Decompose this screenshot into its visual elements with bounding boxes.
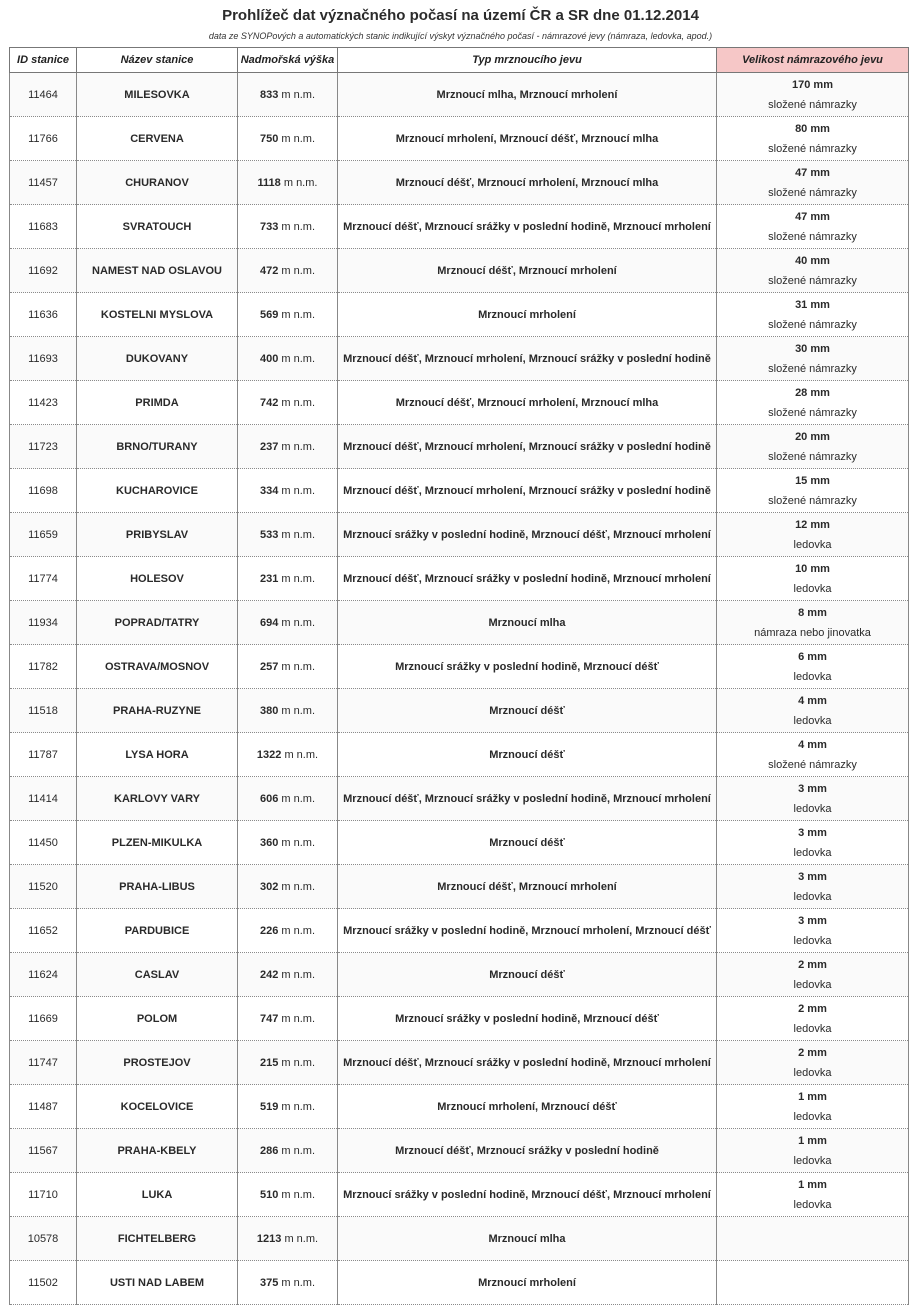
station-elevation: [238, 777, 338, 821]
station-elevation: [238, 425, 338, 469]
elevation-value: 226: [259, 924, 279, 937]
icing-size: [717, 601, 909, 645]
icing-kind: ledovka: [793, 891, 832, 903]
station-id: 11747: [10, 1041, 77, 1085]
station-elevation: [238, 381, 338, 425]
icing-kind: ledovka: [793, 1155, 832, 1167]
table-row: [10, 337, 909, 381]
icing-kind: složené námrazky: [768, 407, 857, 419]
icing-size-value: 30 mm: [795, 343, 830, 355]
icing-size: [717, 953, 909, 997]
station-name: MILESOVKA: [77, 73, 238, 117]
elevation-unit: m n.m.: [281, 836, 316, 849]
icing-size-value: 3 mm: [798, 783, 827, 795]
station-elevation: [238, 73, 338, 117]
icing-size: [717, 1217, 909, 1261]
column-header-elevation[interactable]: Nadmořská výška: [238, 48, 338, 73]
station-elevation: [238, 1085, 338, 1129]
icing-kind: složené námrazky: [768, 759, 857, 771]
elevation-unit: m n.m.: [281, 132, 316, 145]
elevation-value: 750: [259, 132, 279, 145]
station-elevation: [238, 821, 338, 865]
icing-size: [717, 1173, 909, 1217]
icing-size: [717, 997, 909, 1041]
icing-size-value: 1 mm: [798, 1091, 827, 1103]
station-elevation: [238, 645, 338, 689]
elevation-value: 375: [259, 1276, 279, 1289]
icing-size: [717, 469, 909, 513]
elevation-unit: m n.m.: [281, 572, 316, 585]
icing-size-value: 47 mm: [795, 167, 830, 179]
icing-size-value: 170 mm: [792, 79, 833, 91]
table-row: [10, 293, 909, 337]
phenomenon-type: Mrznoucí srážky v poslední hodině, Mrznoucí mrholení, Mrznoucí déšť: [338, 909, 717, 953]
table-row: [10, 1173, 909, 1217]
icing-size: [717, 425, 909, 469]
elevation-unit: m n.m.: [284, 748, 319, 761]
station-name: BRNO/TURANY: [77, 425, 238, 469]
station-name: DUKOVANY: [77, 337, 238, 381]
station-name: PLZEN-MIKULKA: [77, 821, 238, 865]
elevation-value: 334: [259, 484, 279, 497]
table-row: [10, 1129, 909, 1173]
icing-kind: složené námrazky: [768, 231, 857, 243]
icing-kind: složené námrazky: [768, 143, 857, 155]
phenomenon-type: Mrznoucí mrholení, Mrznoucí déšť: [338, 1085, 717, 1129]
icing-size: [717, 1085, 909, 1129]
elevation-value: 733: [259, 220, 279, 233]
station-id: 11669: [10, 997, 77, 1041]
icing-size-value: 1 mm: [798, 1179, 827, 1191]
elevation-value: 286: [259, 1144, 279, 1157]
column-header-size[interactable]: Velikost námrazového jevu: [717, 48, 909, 73]
icing-kind: složené námrazky: [768, 451, 857, 463]
table-row: [10, 117, 909, 161]
phenomenon-type: Mrznoucí srážky v poslední hodině, Mrznoucí déšť, Mrznoucí mrholení: [338, 1173, 717, 1217]
station-id: 11464: [10, 73, 77, 117]
phenomenon-type: Mrznoucí déšť, Mrznoucí mrholení, Mrznoucí srážky v poslední hodině: [338, 337, 717, 381]
weather-table: [9, 47, 909, 1305]
elevation-value: 747: [259, 1012, 279, 1025]
station-name: KOCELOVICE: [77, 1085, 238, 1129]
elevation-unit: m n.m.: [281, 308, 316, 321]
phenomenon-type: Mrznoucí srážky v poslední hodině, Mrznoucí déšť, Mrznoucí mrholení: [338, 513, 717, 557]
station-id: 11518: [10, 689, 77, 733]
table-row: [10, 1085, 909, 1129]
station-name: KARLOVY VARY: [77, 777, 238, 821]
elevation-value: 1118: [257, 176, 281, 189]
station-id: 11934: [10, 601, 77, 645]
icing-size-value: 3 mm: [798, 827, 827, 839]
icing-kind: ledovka: [793, 847, 832, 859]
phenomenon-type: Mrznoucí déšť, Mrznoucí mrholení, Mrznoucí mlha: [338, 381, 717, 425]
elevation-value: 400: [259, 352, 279, 365]
icing-kind: ledovka: [793, 671, 832, 683]
station-name: PRIBYSLAV: [77, 513, 238, 557]
elevation-value: 533: [259, 528, 279, 541]
elevation-value: 215: [259, 1056, 279, 1069]
phenomenon-type: Mrznoucí déšť, Mrznoucí srážky v poslední hodině: [338, 1129, 717, 1173]
station-id: 11782: [10, 645, 77, 689]
elevation-unit: m n.m.: [281, 352, 316, 365]
station-name: KUCHAROVICE: [77, 469, 238, 513]
station-elevation: [238, 865, 338, 909]
station-id: 11502: [10, 1261, 77, 1305]
page-title: Prohlížeč dat význačného počasí na území ČR a SR dne 01.12.2014: [222, 7, 699, 24]
elevation-value: 380: [259, 704, 279, 717]
icing-size: [717, 821, 909, 865]
table-row: [10, 205, 909, 249]
icing-size-value: 10 mm: [795, 563, 830, 575]
phenomenon-type: Mrznoucí mrholení, Mrznoucí déšť, Mrznoucí mlha: [338, 117, 717, 161]
column-header-name[interactable]: Název stanice: [77, 48, 238, 73]
icing-size-value: 4 mm: [798, 695, 827, 707]
elevation-unit: m n.m.: [281, 1188, 316, 1201]
elevation-value: 257: [259, 660, 279, 673]
station-name: PROSTEJOV: [77, 1041, 238, 1085]
icing-size: [717, 689, 909, 733]
station-id: 11692: [10, 249, 77, 293]
icing-size: [717, 73, 909, 117]
icing-size: [717, 645, 909, 689]
station-name: PRAHA-RUZYNE: [77, 689, 238, 733]
elevation-value: 606: [259, 792, 279, 805]
elevation-unit: m n.m.: [281, 1276, 316, 1289]
icing-size-value: 3 mm: [798, 915, 827, 927]
phenomenon-type: Mrznoucí déšť: [338, 689, 717, 733]
station-name: PRAHA-KBELY: [77, 1129, 238, 1173]
phenomenon-type: Mrznoucí mrholení: [338, 1261, 717, 1305]
elevation-unit: m n.m.: [281, 440, 316, 453]
table-row: [10, 997, 909, 1041]
icing-kind: ledovka: [793, 715, 832, 727]
icing-size: [717, 1261, 909, 1305]
elevation-value: 472: [259, 264, 279, 277]
station-name: OSTRAVA/MOSNOV: [77, 645, 238, 689]
elevation-unit: m n.m.: [281, 264, 316, 277]
icing-size: [717, 249, 909, 293]
icing-size: [717, 865, 909, 909]
station-id: 11457: [10, 161, 77, 205]
icing-size: [717, 1129, 909, 1173]
elevation-value: 694: [259, 616, 279, 629]
table-row: [10, 469, 909, 513]
elevation-unit: m n.m.: [281, 1056, 316, 1069]
station-name: CHURANOV: [77, 161, 238, 205]
icing-size-value: 15 mm: [795, 475, 830, 487]
station-elevation: [238, 953, 338, 997]
icing-size-value: 40 mm: [795, 255, 830, 267]
station-name: PRIMDA: [77, 381, 238, 425]
icing-size-value: 3 mm: [798, 871, 827, 883]
icing-kind: námraza nebo jinovatka: [754, 627, 871, 639]
station-id: 11693: [10, 337, 77, 381]
elevation-value: 242: [259, 968, 279, 981]
station-id: 11652: [10, 909, 77, 953]
station-elevation: [238, 909, 338, 953]
station-elevation: [238, 161, 338, 205]
elevation-value: 360: [259, 836, 279, 849]
station-id: 11659: [10, 513, 77, 557]
station-elevation: [238, 1217, 338, 1261]
table-row: [10, 1041, 909, 1085]
elevation-unit: m n.m.: [281, 1144, 316, 1157]
icing-size: [717, 777, 909, 821]
station-name: PRAHA-LIBUS: [77, 865, 238, 909]
icing-kind: ledovka: [793, 1111, 832, 1123]
table-row: [10, 1261, 909, 1305]
phenomenon-type: Mrznoucí déšť, Mrznoucí mrholení, Mrznoucí srážky v poslední hodině: [338, 425, 717, 469]
station-elevation: [238, 1261, 338, 1305]
icing-size-value: 80 mm: [795, 123, 830, 135]
table-row: [10, 601, 909, 645]
table-row: [10, 645, 909, 689]
station-id: 11423: [10, 381, 77, 425]
elevation-value: 519: [259, 1100, 279, 1113]
elevation-unit: m n.m.: [281, 1012, 316, 1025]
table-row: [10, 1217, 909, 1261]
elevation-value: 742: [259, 396, 279, 409]
icing-kind: ledovka: [793, 539, 832, 551]
icing-kind: ledovka: [793, 1023, 832, 1035]
table-row: [10, 557, 909, 601]
icing-size-value: 2 mm: [798, 1047, 827, 1059]
table-row: [10, 513, 909, 557]
table-row: [10, 161, 909, 205]
table-row: [10, 733, 909, 777]
station-name: NAMEST NAD OSLAVOU: [77, 249, 238, 293]
icing-kind: složené námrazky: [768, 99, 857, 111]
station-name: KOSTELNI MYSLOVA: [77, 293, 238, 337]
station-name: CERVENA: [77, 117, 238, 161]
station-id: 11774: [10, 557, 77, 601]
column-header-id[interactable]: ID stanice: [10, 48, 77, 73]
table-row: [10, 953, 909, 997]
icing-kind: složené námrazky: [768, 363, 857, 375]
station-elevation: [238, 117, 338, 161]
icing-size: [717, 337, 909, 381]
phenomenon-type: Mrznoucí déšť, Mrznoucí srážky v poslední hodině, Mrznoucí mrholení: [338, 557, 717, 601]
station-elevation: [238, 513, 338, 557]
station-id: 11766: [10, 117, 77, 161]
station-name: HOLESOV: [77, 557, 238, 601]
elevation-unit: m n.m.: [281, 616, 316, 629]
elevation-unit: m n.m.: [281, 660, 316, 673]
station-id: 11683: [10, 205, 77, 249]
icing-kind: složené námrazky: [768, 495, 857, 507]
station-id: 11567: [10, 1129, 77, 1173]
phenomenon-type: Mrznoucí mlha: [338, 1217, 717, 1261]
icing-size-value: 12 mm: [795, 519, 830, 531]
icing-size: [717, 117, 909, 161]
station-elevation: [238, 469, 338, 513]
icing-kind: ledovka: [793, 1067, 832, 1079]
icing-size-value: 2 mm: [798, 959, 827, 971]
station-elevation: [238, 249, 338, 293]
phenomenon-type: Mrznoucí déšť, Mrznoucí srážky v poslední hodině, Mrznoucí mrholení: [338, 205, 717, 249]
icing-size: [717, 733, 909, 777]
station-name: POPRAD/TATRY: [77, 601, 238, 645]
phenomenon-type: Mrznoucí déšť: [338, 733, 717, 777]
icing-size: [717, 1041, 909, 1085]
station-elevation: [238, 601, 338, 645]
elevation-value: 231: [259, 572, 279, 585]
icing-size-value: 20 mm: [795, 431, 830, 443]
icing-kind: ledovka: [793, 1199, 832, 1211]
elevation-value: 569: [259, 308, 279, 321]
table-row: [10, 425, 909, 469]
icing-size: [717, 293, 909, 337]
phenomenon-type: Mrznoucí déšť, Mrznoucí mrholení, Mrznoucí mlha: [338, 161, 717, 205]
station-id: 11520: [10, 865, 77, 909]
icing-size-value: 47 mm: [795, 211, 830, 223]
station-name: PARDUBICE: [77, 909, 238, 953]
icing-size-value: 28 mm: [795, 387, 830, 399]
phenomenon-type: Mrznoucí srážky v poslední hodině, Mrznoucí déšť: [338, 997, 717, 1041]
station-name: LUKA: [77, 1173, 238, 1217]
table-row: [10, 249, 909, 293]
icing-kind: složené námrazky: [768, 319, 857, 331]
elevation-unit: m n.m.: [281, 484, 316, 497]
icing-size-value: 8 mm: [798, 607, 827, 619]
elevation-value: 1322: [256, 748, 282, 761]
station-name: USTI NAD LABEM: [77, 1261, 238, 1305]
station-elevation: [238, 1041, 338, 1085]
station-id: 10578: [10, 1217, 77, 1261]
elevation-unit: m n.m.: [283, 176, 318, 189]
station-elevation: [238, 557, 338, 601]
elevation-unit: m n.m.: [281, 88, 316, 101]
icing-kind: ledovka: [793, 935, 832, 947]
icing-kind: ledovka: [793, 803, 832, 815]
elevation-unit: m n.m.: [281, 880, 316, 893]
table-row: [10, 909, 909, 953]
station-elevation: [238, 689, 338, 733]
table-row: [10, 689, 909, 733]
phenomenon-type: Mrznoucí mrholení: [338, 293, 717, 337]
phenomenon-type: Mrznoucí déšť, Mrznoucí mrholení: [338, 249, 717, 293]
elevation-value: 237: [259, 440, 279, 453]
station-id: 11414: [10, 777, 77, 821]
column-header-type[interactable]: Typ mrznoucího jevu: [338, 48, 717, 73]
elevation-unit: m n.m.: [281, 924, 316, 937]
station-name: FICHTELBERG: [77, 1217, 238, 1261]
icing-size-value: 1 mm: [798, 1135, 827, 1147]
table-row: [10, 381, 909, 425]
elevation-unit: m n.m.: [281, 704, 316, 717]
station-name: LYSA HORA: [77, 733, 238, 777]
station-id: 11698: [10, 469, 77, 513]
icing-kind: složené námrazky: [768, 275, 857, 287]
station-name: CASLAV: [77, 953, 238, 997]
station-elevation: [238, 1173, 338, 1217]
table-header-row: [10, 48, 909, 73]
elevation-unit: m n.m.: [281, 396, 316, 409]
station-id: 11636: [10, 293, 77, 337]
station-name: POLOM: [77, 997, 238, 1041]
icing-size: [717, 161, 909, 205]
icing-kind: ledovka: [793, 979, 832, 991]
phenomenon-type: Mrznoucí déšť, Mrznoucí mrholení: [338, 865, 717, 909]
station-elevation: [238, 293, 338, 337]
icing-size-value: 6 mm: [798, 651, 827, 663]
phenomenon-type: Mrznoucí srážky v poslední hodině, Mrznoucí déšť: [338, 645, 717, 689]
elevation-unit: m n.m.: [284, 1232, 319, 1245]
phenomenon-type: Mrznoucí mlha: [338, 601, 717, 645]
station-elevation: [238, 205, 338, 249]
phenomenon-type: Mrznoucí déšť: [338, 953, 717, 997]
icing-size-value: 31 mm: [795, 299, 830, 311]
station-id: 11787: [10, 733, 77, 777]
icing-size-value: 4 mm: [798, 739, 827, 751]
phenomenon-type: Mrznoucí déšť: [338, 821, 717, 865]
icing-size: [717, 205, 909, 249]
elevation-unit: m n.m.: [281, 792, 316, 805]
station-elevation: [238, 337, 338, 381]
phenomenon-type: Mrznoucí déšť, Mrznoucí srážky v poslední hodině, Mrznoucí mrholení: [338, 1041, 717, 1085]
page-subtitle: data ze SYNOPových a automatických stanic indikující výskyt význačného počasí - námrazové jevy (námraza, ledovka, apod.): [208, 31, 713, 41]
elevation-value: 510: [259, 1188, 279, 1201]
elevation-unit: m n.m.: [281, 220, 316, 233]
station-id: 11723: [10, 425, 77, 469]
icing-size: [717, 513, 909, 557]
elevation-unit: m n.m.: [281, 968, 316, 981]
elevation-value: 1213: [256, 1232, 282, 1245]
station-id: 11624: [10, 953, 77, 997]
station-id: 11450: [10, 821, 77, 865]
icing-size-value: 2 mm: [798, 1003, 827, 1015]
table-row: [10, 73, 909, 117]
icing-kind: ledovka: [793, 583, 832, 595]
station-elevation: [238, 733, 338, 777]
icing-size: [717, 909, 909, 953]
elevation-value: 833: [259, 88, 279, 101]
station-id: 11487: [10, 1085, 77, 1129]
station-id: 11710: [10, 1173, 77, 1217]
icing-size: [717, 557, 909, 601]
station-elevation: [238, 1129, 338, 1173]
table-row: [10, 777, 909, 821]
icing-kind: složené námrazky: [768, 187, 857, 199]
phenomenon-type: Mrznoucí déšť, Mrznoucí mrholení, Mrznoucí srážky v poslední hodině: [338, 469, 717, 513]
table-row: [10, 821, 909, 865]
station-name: SVRATOUCH: [77, 205, 238, 249]
elevation-unit: m n.m.: [281, 528, 316, 541]
icing-size: [717, 381, 909, 425]
phenomenon-type: Mrznoucí déšť, Mrznoucí srážky v poslední hodině, Mrznoucí mrholení: [338, 777, 717, 821]
elevation-unit: m n.m.: [281, 1100, 316, 1113]
elevation-value: 302: [259, 880, 279, 893]
phenomenon-type: Mrznoucí mlha, Mrznoucí mrholení: [338, 73, 717, 117]
table-row: [10, 865, 909, 909]
station-elevation: [238, 997, 338, 1041]
